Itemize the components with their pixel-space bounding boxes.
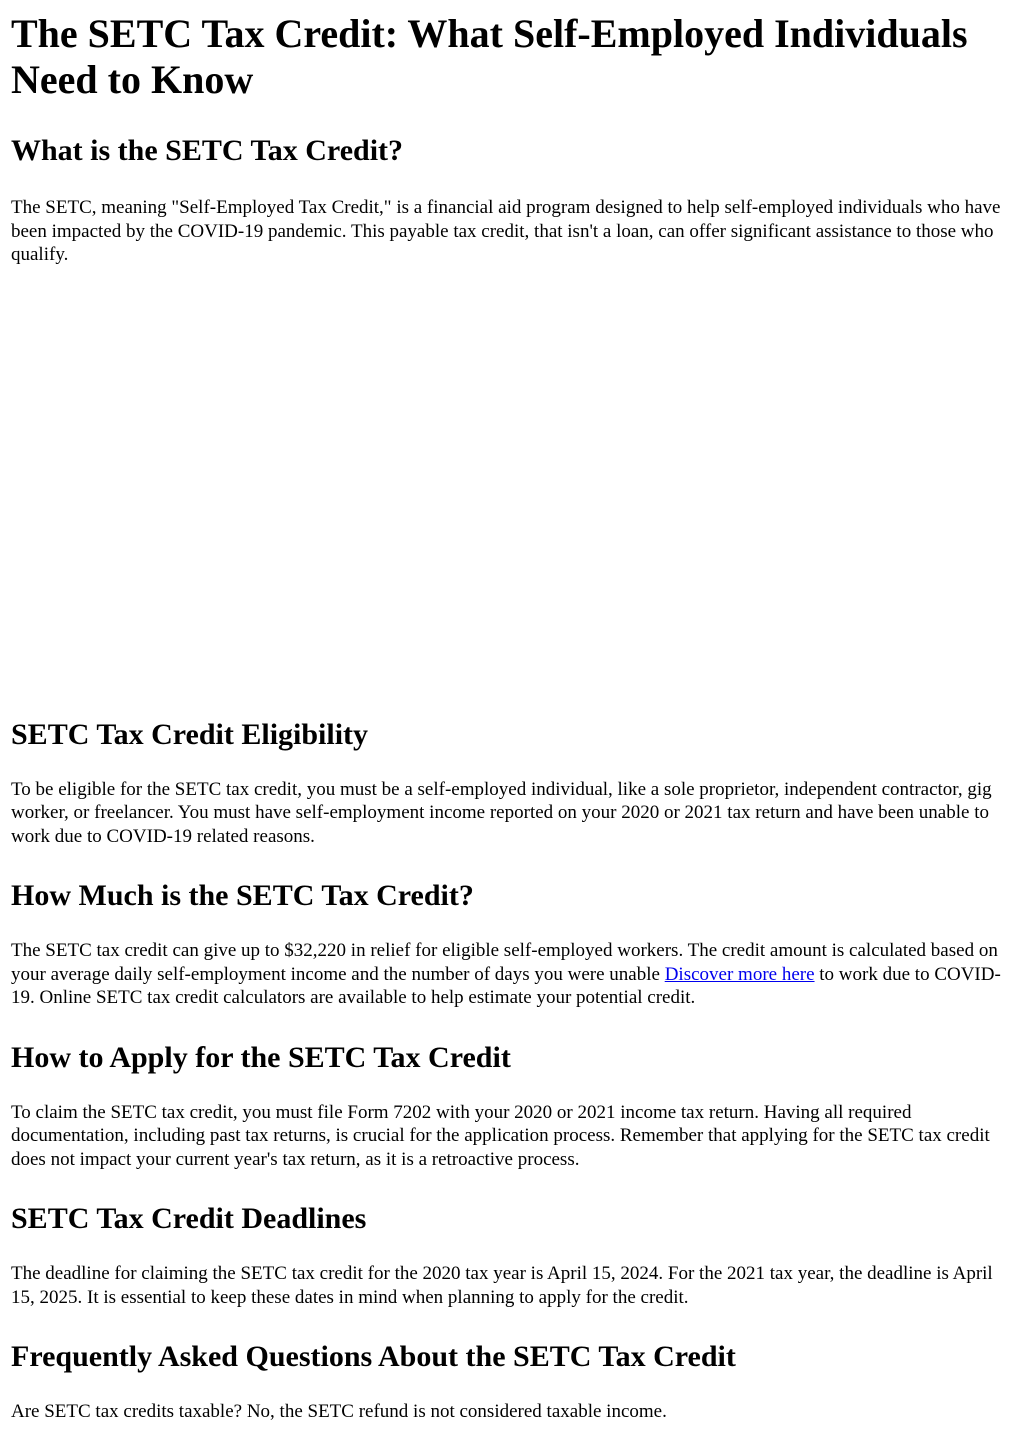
section-text-how-to-apply: To claim the SETC tax credit, you must file Form 7202 with your 2020 or 2021 income tax return. Having all required documentation, including past tax returns, is crucial for the application process. Remember that applying for the SETC tax credit does not impact your current year's tax return, as it is a retroactive process. (11, 1101, 990, 1170)
section-heading-faq: Frequently Asked Questions About the SETC Tax Credit (11, 1340, 736, 1373)
section-text-what-is: The SETC, meaning "Self-Employed Tax Credit," is a financial aid program designed to help self-employed individuals who have been impacted by the COVID-19 pandemic. This payable tax credit, that isn't a loan, can offer significant assistance to those who qualify. (11, 197, 1001, 265)
page-title: The SETC Tax Credit: What Self-Employed Individuals Need to Know (11, 11, 968, 102)
blank-space (11, 267, 1016, 717)
section-text-faq: Are SETC tax credits taxable? No, the SETC refund is not considered taxable income. (11, 1401, 667, 1422)
section-text-deadlines: The deadline for claiming the SETC tax credit for the 2020 tax year is April 15, 2024. For the 2021 tax year, the deadline is April 15, 2025. It is essential to keep these dates in mind when planning to apply for the credit. (11, 1263, 993, 1308)
section-heading-eligibility: SETC Tax Credit Eligibility (11, 717, 369, 751)
section-heading-deadlines: SETC Tax Credit Deadlines (11, 1202, 367, 1235)
discover-more-link[interactable]: Discover more here (664, 963, 815, 985)
section-heading-what-is: What is the SETC Tax Credit? (11, 134, 404, 167)
how-much-text-end: to work due to COVID-19. Online SETC tax credit calculators are available to help estimate your potential credit. (11, 963, 1001, 1008)
section-heading-how-to-apply: How to Apply for the SETC Tax Credit (11, 1040, 511, 1074)
section-text-eligibility: To be eligible for the SETC tax credit, you must be a self-employed individual, like a sole proprietor, independent contractor, gig worker, or freelancer. You must have self-employment income reported on your 2020 or 2021 tax return and have been unable to work due to COVID-19 related reasons. (11, 778, 992, 847)
section-heading-how-much: How Much is the SETC Tax Credit? (11, 879, 474, 912)
section-text-how-much (11, 939, 1016, 1010)
how-much-text-start: The SETC tax credit can give up to $32,220 in relief for eligible self-employed workers. The credit amount is calculated based on your average daily self-employment income and the number of days you were unable (11, 940, 998, 985)
